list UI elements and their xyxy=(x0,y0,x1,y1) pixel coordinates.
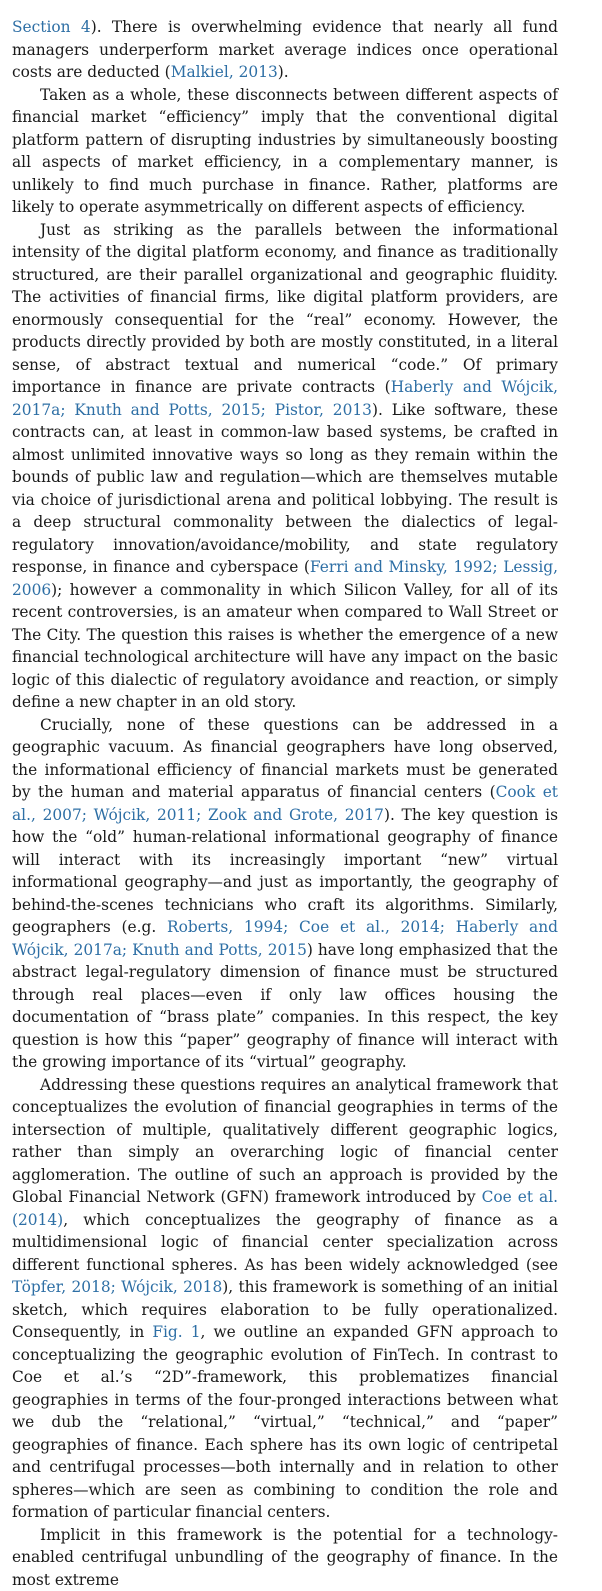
paragraph xyxy=(12,16,558,84)
citation-link[interactable]: Malkiel, 2013 xyxy=(171,63,278,81)
paragraph-text: , we outline an expanded GFN approach to conceptualizing the geographic evolution of FinTech. In contrast to Coe et al.’s “2D”-framework, this problematizes financial geographies in terms of the four-pronged interactions between what we dub the “relational,” “virtual,” “technical,” and “paper” geographies of finance. Each sphere has its own logic of centripetal and centrifugal processes—both internally and in relation to other spheres—which are seen as combining to condition the role and formation of particular financial centers. xyxy=(12,1323,558,1521)
citation-link[interactable]: Haberly and Wójcik, 2017a; Knuth and Potts, 2015; Pistor, 2013 xyxy=(12,378,558,419)
paragraph-text: Just as striking as the parallels between the informational intensity of the digital platform economy, and finance as traditionally structured, are their parallel organizational and geographic fluidity. The activities of financial firms, like digital platform providers, are enormously consequential for the “real” economy. However, the products directly provided by both are mostly constituted, in a literal sense, of abstract textual and numerical “code.” Of primary importance in finance are private contracts ( xyxy=(12,221,558,397)
citation-link[interactable]: Ferri and Minsky, 1992; Lessig, 2006 xyxy=(12,558,558,599)
paragraph xyxy=(12,714,558,1074)
paragraph-text: Addressing these questions requires an analytical framework that conceptualizes the evolution of financial geographies in terms of the intersection of multiple, qualitatively different geographic logics, rather than simply an overarching logic of financial center agglomeration. The outline of such an approach is provided by the Global Financial Network (GFN) framework introduced by xyxy=(12,1076,558,1207)
paragraph xyxy=(12,219,558,714)
paragraph-text: ); however a commonality in which Silicon Valley, for all of its recent controversies, is an amateur when compared to Wall Street or The City. The question this raises is whether the emergence of a new financial technological architecture will have any impact on the basic logic of this dialectic of regulatory avoidance and reaction, or simply define a new chapter in an old story. xyxy=(12,581,558,712)
paragraph-text: ). xyxy=(278,63,289,81)
citation-link[interactable]: Coe et al. (2014) xyxy=(12,1188,558,1229)
paragraph-text: , which conceptualizes the geography of finance as a multidimensional logic of financial center specialization across different functional spheres. As has been widely acknowledged (see xyxy=(12,1211,558,1274)
paragraph xyxy=(12,84,558,219)
paragraph-text: Implicit in this framework is the potential for a technology-enabled centrifugal unbundling of the geography of finance. In the most extreme xyxy=(12,1526,558,1589)
citation-link[interactable]: Roberts, 1994; Coe et al., 2014; Haberly and Wójcik, 2017a; Knuth and Potts, 2015 xyxy=(12,918,558,959)
paragraph xyxy=(12,1074,558,1524)
citation-link[interactable]: Cook et al., 2007; Wójcik, 2011; Zook and Grote, 2017 xyxy=(12,783,558,824)
paragraph-text: ). The key question is how the “old” human-relational informational geography of finance will interact with its increasingly important “new” virtual informational geography—and just as importantly, the geography of behind-the-scenes technicians who craft its algorithms. Similarly, geographers (e.g. xyxy=(12,806,558,937)
paragraph-text: ). There is overwhelming evidence that nearly all fund managers underperform market average indices once operational costs are deducted ( xyxy=(12,18,558,81)
citation-link[interactable]: Fig. 1 xyxy=(152,1323,200,1341)
paragraph-text: ). Like software, these contracts can, at least in common-law based systems, be crafted in almost unlimited innovative ways so long as they remain within the bounds of public law and regulation—which are themselves mutable via choice of jurisdictional arena and political lobbying. The result is a deep structural commonality between the dialectics of legal-regulatory innovation/avoidance/mobility, and state regulatory response, in finance and cyberspace ( xyxy=(12,401,558,577)
paragraph-text: ), this framework is something of an initial sketch, which requires elaboration to be fully operationalized. Consequently, in xyxy=(12,1278,558,1341)
paragraph-text: ) have long emphasized that the abstract legal-regulatory dimension of finance must be structured through real places—even if only law offices housing the documentation of “brass plate” companies. In this respect, the key question is how this “paper” geography of finance will interact with the growing importance of its “virtual” geography. xyxy=(12,941,558,1072)
paragraph-text: Taken as a whole, these disconnects between different aspects of financial market “efficiency” imply that the conventional digital platform pattern of disrupting industries by simultaneously boosting all aspects of market efficiency, in a complementary manner, is unlikely to find much purchase in finance. Rather, platforms are likely to operate asymmetrically on different aspects of efficiency. xyxy=(12,86,558,217)
paragraph-text: Crucially, none of these questions can be addressed in a geographic vacuum. As financial geographers have long observed, the informational efficiency of financial markets must be generated by the human and material apparatus of financial centers ( xyxy=(12,716,558,802)
citation-link[interactable]: Töpfer, 2018; Wójcik, 2018 xyxy=(12,1278,222,1296)
citation-link[interactable]: Section 4 xyxy=(12,18,91,36)
body-text xyxy=(12,16,558,1591)
